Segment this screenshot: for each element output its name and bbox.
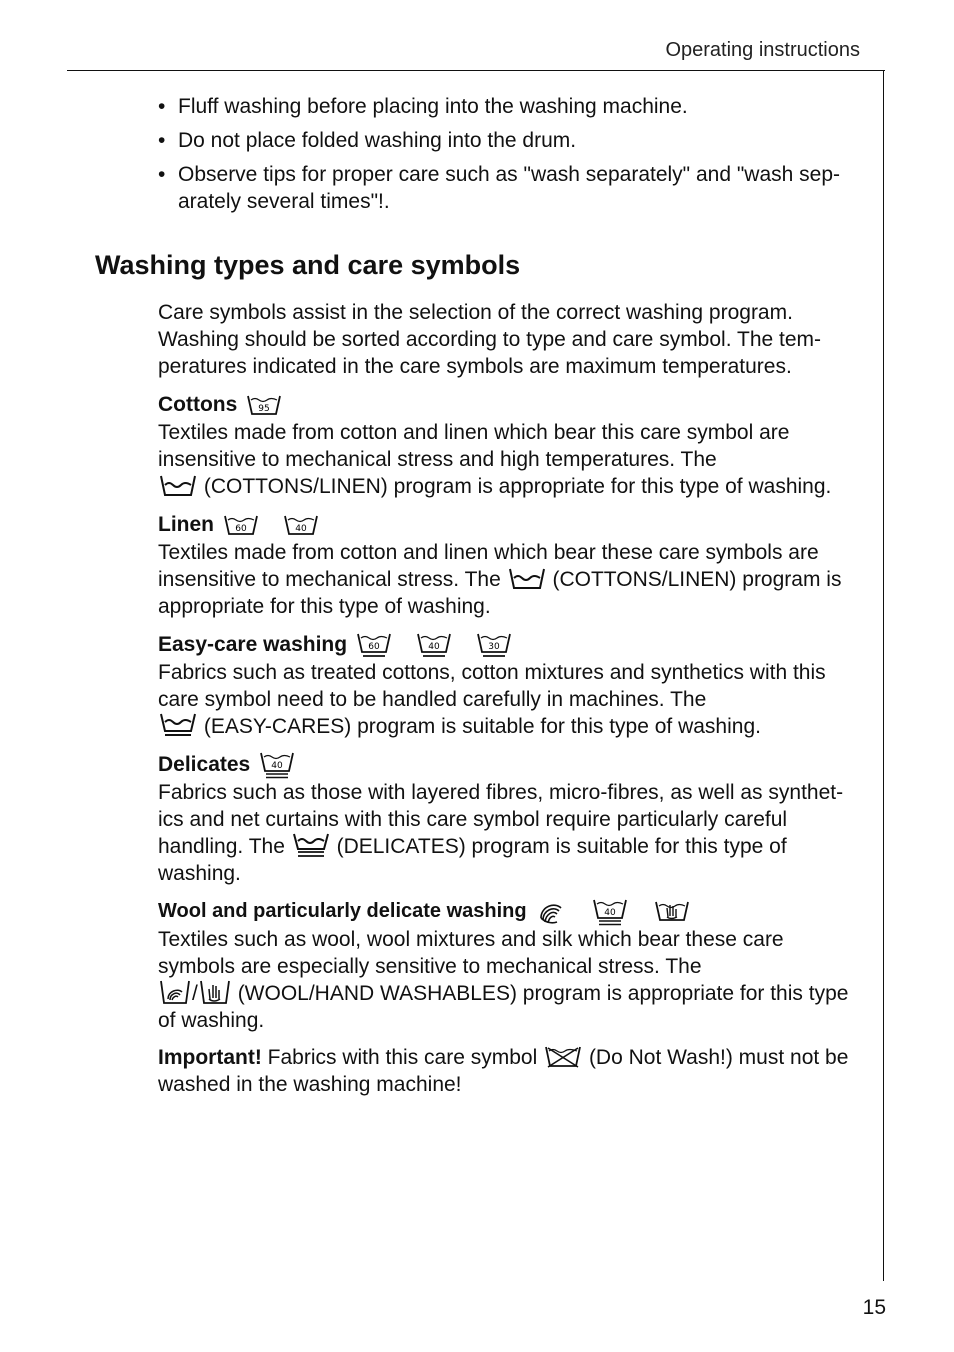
delicates-program-icon: [293, 833, 329, 857]
cottons-heading: Cottons: [158, 393, 238, 416]
wool-heading: Wool and particularly delicate washing: [158, 900, 527, 922]
delicates-block: [158, 750, 863, 887]
cotton-program-icon: [160, 475, 196, 497]
do-not-wash-icon: [545, 1046, 581, 1068]
easycare-block: [158, 630, 863, 740]
header-rule: [67, 70, 885, 71]
wash-tub-bar-icon: [417, 632, 451, 658]
wool-separator: /: [192, 982, 198, 1005]
symbol-temp: 60: [368, 641, 380, 652]
section-intro: Care symbols assist in the selection of the correct washing program. Washing should be sorted according to type and care symbol. The tem-peratures indicated in the care symbols are maximum temperatures.: [158, 301, 822, 378]
delicates-heading: Delicates: [158, 753, 251, 776]
symbol-temp: 60: [235, 523, 247, 534]
linen-heading: Linen: [158, 513, 214, 536]
list-item: • Observe tips for proper care such as "wash separately" and "wash sep-arately several times"!.: [158, 161, 863, 215]
easycare-program-icon: [160, 713, 196, 737]
important-text-a: Fabrics with this care symbol: [267, 1046, 538, 1069]
wool-program-icon: [160, 980, 190, 1004]
delicates-text-b: (DELICATES) program is suitable for this type of washing.: [158, 835, 787, 885]
symbol-temp: 40: [295, 523, 307, 534]
cottons-block: [158, 390, 863, 500]
important-label: Important!: [158, 1046, 262, 1069]
easycare-text-b: (EASY-CARES) program is suitable for this type of washing.: [203, 715, 761, 738]
symbol-temp: 40: [271, 760, 283, 771]
wash-tub-bar-icon: [357, 632, 391, 658]
important-note: [158, 1044, 863, 1098]
wash-tub-icon: [247, 394, 281, 416]
cotton-program-icon: [509, 568, 545, 590]
symbol-temp: 95: [258, 403, 271, 414]
list-item: • Do not place folded washing into the drum.: [158, 127, 863, 154]
linen-text-b: (COTTONS/LINEN) program is appropriate for this type of washing.: [158, 568, 842, 618]
page-number: 15: [862, 1296, 886, 1319]
handwash-program-icon: [200, 980, 230, 1004]
wash-tub-icon: [284, 514, 318, 536]
page-content: [95, 93, 863, 1098]
tips-list: [158, 93, 863, 215]
symbol-temp: 30: [488, 641, 500, 652]
margin-rule: [883, 70, 884, 1281]
symbol-temp: 40: [428, 641, 440, 652]
wash-tub-double-bar-icon: [260, 751, 294, 779]
wool-block: [158, 897, 863, 1034]
delicates-text-a: Fabrics such as those with layered fibres, micro-fibres, as well as synthet-ics and net curtains with this care symbol require particularly careful handling. The: [158, 781, 844, 858]
important-text-b: (Do Not Wash!) must not be washed in the washing machine!: [158, 1046, 849, 1096]
hand-wash-icon: [655, 900, 689, 924]
wool-text-b: (WOOL/HAND WASHABLES) program is appropriate for this type of washing.: [158, 982, 849, 1032]
section-title: Washing types and care symbols: [95, 250, 521, 280]
linen-text-a: Textiles made from cotton and linen which bear these care symbols are insensitive to mechanical stress. The: [158, 541, 819, 591]
cottons-text-b: (COTTONS/LINEN) program is appropriate for this type of washing.: [203, 475, 832, 498]
running-header: Operating instructions: [665, 39, 860, 61]
easycare-heading: Easy-care washing: [158, 633, 348, 656]
wool-text-a: Textiles such as wool, wool mixtures and silk which bear these care symbols are especially sensitive to mechanical stress. The: [158, 928, 784, 978]
easycare-text-a: Fabrics such as treated cottons, cotton mixtures and synthetics with this care symbol need to be handled carefully in machines. The: [158, 661, 826, 711]
list-item: • Fluff washing before placing into the washing machine.: [158, 93, 863, 120]
cottons-text-a: Textiles made from cotton and linen which bear this care symbol are insensitive to mechanical stress and high temperatures. The: [158, 421, 790, 471]
wash-tub-icon: [224, 514, 258, 536]
wool-mark-icon: [537, 898, 565, 926]
wash-tub-double-bar-icon: [593, 898, 627, 926]
linen-block: [158, 510, 863, 620]
wash-tub-bar-icon: [477, 632, 511, 658]
symbol-temp: 40: [603, 907, 616, 918]
